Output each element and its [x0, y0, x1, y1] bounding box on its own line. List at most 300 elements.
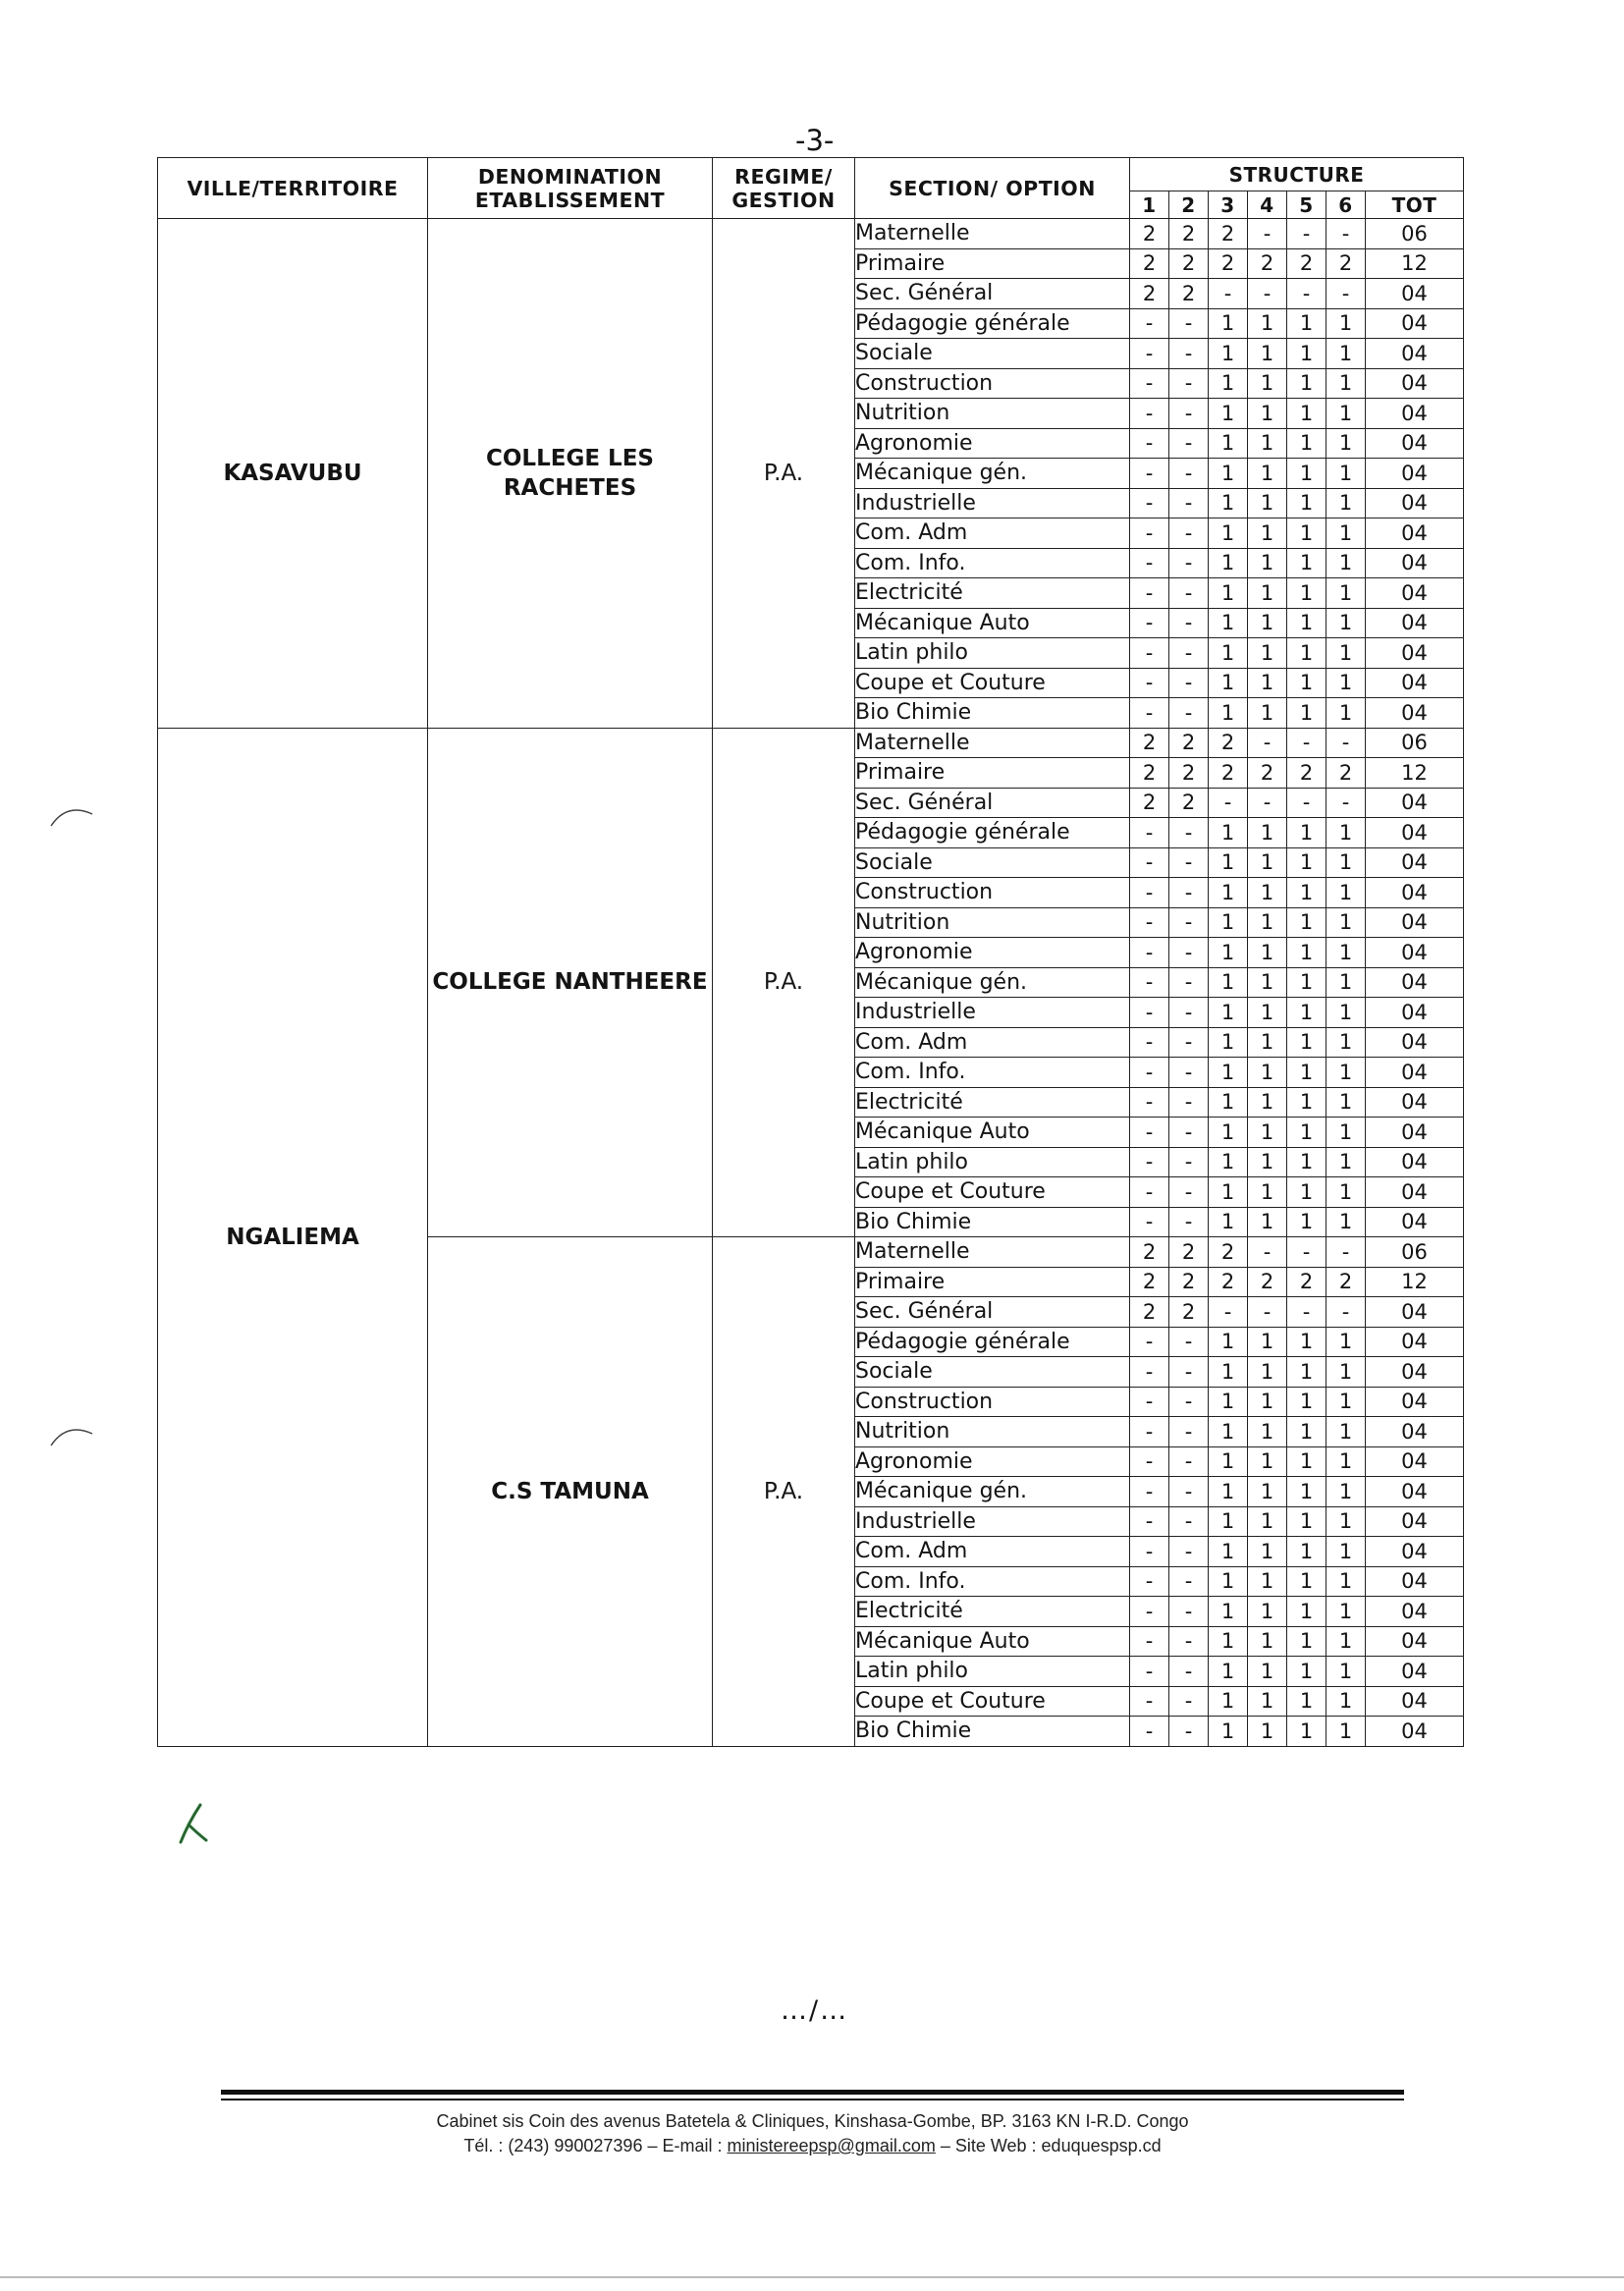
structure-value-cell: 1: [1287, 1597, 1326, 1627]
structure-value-cell: 2: [1209, 728, 1248, 758]
structure-value-cell: 1: [1209, 1357, 1248, 1388]
structure-value-cell: 1: [1209, 1506, 1248, 1537]
structure-value-cell: -: [1169, 1417, 1209, 1447]
structure-value-cell: 1: [1248, 399, 1287, 429]
structure-value-cell: 1: [1248, 938, 1287, 968]
section-option-cell: Sociale: [855, 339, 1130, 369]
section-option-cell: Industrielle: [855, 1506, 1130, 1537]
structure-value-cell: -: [1130, 1387, 1169, 1417]
structure-value-cell: -: [1130, 428, 1169, 459]
structure-value-cell: 1: [1209, 428, 1248, 459]
structure-value-cell: 2: [1248, 758, 1287, 789]
structure-value-cell: -: [1169, 518, 1209, 549]
structure-value-cell: 1: [1326, 578, 1366, 609]
structure-value-cell: -: [1130, 998, 1169, 1028]
structure-value-cell: 1: [1209, 1446, 1248, 1477]
structure-total-cell: 04: [1366, 1717, 1464, 1747]
structure-value-cell: -: [1287, 728, 1326, 758]
structure-total-cell: 04: [1366, 1417, 1464, 1447]
structure-value-cell: 1: [1248, 578, 1287, 609]
structure-value-cell: 2: [1209, 248, 1248, 279]
structure-total-cell: 04: [1366, 308, 1464, 339]
header-col-3: 3: [1209, 191, 1248, 219]
structure-value-cell: -: [1130, 847, 1169, 878]
structure-value-cell: 1: [1287, 1446, 1326, 1477]
structure-value-cell: -: [1248, 1297, 1287, 1328]
structure-value-cell: 1: [1287, 638, 1326, 669]
structure-value-cell: -: [1130, 698, 1169, 729]
footer-rule-thin: [221, 2099, 1404, 2100]
section-option-cell: Com. Adm: [855, 518, 1130, 549]
structure-value-cell: -: [1326, 788, 1366, 818]
structure-value-cell: 1: [1287, 1717, 1326, 1747]
structure-value-cell: -: [1130, 339, 1169, 369]
section-option-cell: Mécanique Auto: [855, 1626, 1130, 1657]
structure-value-cell: -: [1130, 1537, 1169, 1567]
structure-total-cell: 04: [1366, 1087, 1464, 1118]
structure-total-cell: 04: [1366, 638, 1464, 669]
structure-total-cell: 04: [1366, 938, 1464, 968]
section-option-cell: Maternelle: [855, 1237, 1130, 1268]
structure-value-cell: 1: [1248, 608, 1287, 638]
structure-value-cell: 1: [1287, 818, 1326, 848]
structure-value-cell: 1: [1248, 368, 1287, 399]
structure-value-cell: 1: [1248, 1387, 1287, 1417]
structure-value-cell: 1: [1326, 339, 1366, 369]
structure-total-cell: 04: [1366, 339, 1464, 369]
footer-contact: [221, 2136, 1404, 2156]
structure-value-cell: -: [1130, 1626, 1169, 1657]
structure-value-cell: 1: [1209, 1566, 1248, 1597]
structure-value-cell: -: [1169, 1058, 1209, 1088]
structure-value-cell: 1: [1248, 308, 1287, 339]
structure-value-cell: 1: [1248, 1087, 1287, 1118]
structure-value-cell: 1: [1287, 668, 1326, 698]
structure-value-cell: 1: [1326, 938, 1366, 968]
structure-value-cell: 1: [1209, 638, 1248, 669]
structure-value-cell: 2: [1130, 219, 1169, 249]
structure-value-cell: 1: [1248, 1357, 1287, 1388]
structure-value-cell: 1: [1287, 308, 1326, 339]
structure-value-cell: -: [1130, 1118, 1169, 1148]
scan-bottom-edge: [0, 2276, 1624, 2278]
section-option-cell: Industrielle: [855, 488, 1130, 518]
structure-value-cell: 1: [1287, 1387, 1326, 1417]
structure-value-cell: 1: [1248, 1626, 1287, 1657]
structure-value-cell: 1: [1248, 1537, 1287, 1567]
structure-value-cell: 1: [1326, 967, 1366, 998]
structure-value-cell: 2: [1169, 1297, 1209, 1328]
structure-value-cell: 1: [1326, 1027, 1366, 1058]
structure-value-cell: -: [1169, 1506, 1209, 1537]
structure-value-cell: 1: [1248, 339, 1287, 369]
section-option-cell: Com. Info.: [855, 548, 1130, 578]
structure-value-cell: -: [1130, 308, 1169, 339]
structure-value-cell: 1: [1209, 1537, 1248, 1567]
structure-value-cell: 1: [1248, 1177, 1287, 1208]
structure-value-cell: 1: [1248, 1686, 1287, 1717]
structure-value-cell: 1: [1209, 847, 1248, 878]
structure-value-cell: 1: [1248, 1327, 1287, 1357]
structure-value-cell: 1: [1287, 368, 1326, 399]
structure-total-cell: 04: [1366, 1058, 1464, 1088]
structure-total-cell: 04: [1366, 1357, 1464, 1388]
structure-value-cell: 1: [1248, 1417, 1287, 1447]
structure-value-cell: 1: [1209, 578, 1248, 609]
structure-value-cell: -: [1169, 907, 1209, 938]
structure-value-cell: -: [1169, 1446, 1209, 1477]
structure-value-cell: 1: [1209, 399, 1248, 429]
structure-value-cell: 1: [1209, 1597, 1248, 1627]
structure-value-cell: 1: [1326, 608, 1366, 638]
section-option-cell: Coupe et Couture: [855, 1686, 1130, 1717]
structure-total-cell: 04: [1366, 1327, 1464, 1357]
structure-value-cell: 2: [1130, 279, 1169, 309]
structure-value-cell: 1: [1287, 399, 1326, 429]
section-option-cell: Agronomie: [855, 938, 1130, 968]
structure-value-cell: 2: [1209, 1267, 1248, 1297]
structure-total-cell: 04: [1366, 1027, 1464, 1058]
table-row: [158, 219, 1464, 249]
structure-value-cell: -: [1287, 219, 1326, 249]
structure-value-cell: 1: [1287, 459, 1326, 489]
structure-value-cell: 1: [1287, 938, 1326, 968]
structure-total-cell: 04: [1366, 608, 1464, 638]
structure-total-cell: 04: [1366, 847, 1464, 878]
structure-value-cell: 2: [1169, 248, 1209, 279]
ville-cell: KASAVUBU: [158, 219, 428, 729]
structure-value-cell: 2: [1209, 758, 1248, 789]
structure-value-cell: 1: [1287, 1657, 1326, 1687]
structure-value-cell: 2: [1209, 1237, 1248, 1268]
section-option-cell: Mécanique Auto: [855, 608, 1130, 638]
structure-value-cell: 2: [1169, 219, 1209, 249]
header-col-5: 5: [1287, 191, 1326, 219]
structure-value-cell: 1: [1287, 1686, 1326, 1717]
structure-value-cell: -: [1326, 279, 1366, 309]
structure-value-cell: -: [1169, 967, 1209, 998]
structure-value-cell: 1: [1326, 1446, 1366, 1477]
structure-total-cell: 04: [1366, 1297, 1464, 1328]
section-option-cell: Primaire: [855, 758, 1130, 789]
structure-value-cell: 1: [1209, 1417, 1248, 1447]
header-col-1: 1: [1130, 191, 1169, 219]
structure-value-cell: -: [1130, 1087, 1169, 1118]
structure-total-cell: 04: [1366, 518, 1464, 549]
structure-value-cell: 1: [1326, 1058, 1366, 1088]
header-structure: STRUCTURE: [1130, 158, 1464, 191]
structure-value-cell: 2: [1209, 219, 1248, 249]
ville-cell: NGALIEMA: [158, 728, 428, 1746]
structure-value-cell: 1: [1248, 668, 1287, 698]
structure-value-cell: -: [1169, 1387, 1209, 1417]
structure-value-cell: -: [1326, 728, 1366, 758]
structure-value-cell: 1: [1209, 998, 1248, 1028]
structure-total-cell: 04: [1366, 788, 1464, 818]
structure-value-cell: -: [1130, 368, 1169, 399]
section-option-cell: Com. Adm: [855, 1537, 1130, 1567]
structure-value-cell: 1: [1326, 548, 1366, 578]
structure-value-cell: 1: [1326, 1566, 1366, 1597]
section-option-cell: Agronomie: [855, 428, 1130, 459]
structure-total-cell: 04: [1366, 578, 1464, 609]
structure-value-cell: -: [1169, 1327, 1209, 1357]
structure-value-cell: 1: [1209, 459, 1248, 489]
structure-total-cell: 04: [1366, 878, 1464, 908]
structure-value-cell: 1: [1248, 698, 1287, 729]
structure-value-cell: -: [1130, 1207, 1169, 1237]
structure-value-cell: 1: [1209, 1657, 1248, 1687]
section-option-cell: Mécanique gén.: [855, 967, 1130, 998]
structure-value-cell: -: [1169, 847, 1209, 878]
structure-value-cell: -: [1169, 998, 1209, 1028]
structure-value-cell: -: [1130, 818, 1169, 848]
structure-value-cell: 1: [1326, 459, 1366, 489]
structure-total-cell: 12: [1366, 758, 1464, 789]
structure-value-cell: 1: [1287, 1626, 1326, 1657]
structure-value-cell: -: [1130, 518, 1169, 549]
structure-total-cell: 04: [1366, 1387, 1464, 1417]
structure-value-cell: 1: [1326, 1717, 1366, 1747]
structure-value-cell: -: [1169, 1717, 1209, 1747]
structure-value-cell: 2: [1169, 1237, 1209, 1268]
structure-value-cell: -: [1169, 1357, 1209, 1388]
structure-value-cell: -: [1130, 459, 1169, 489]
structure-value-cell: 1: [1209, 668, 1248, 698]
structure-total-cell: 12: [1366, 248, 1464, 279]
structure-value-cell: -: [1248, 728, 1287, 758]
structure-value-cell: 2: [1326, 758, 1366, 789]
section-option-cell: Agronomie: [855, 1446, 1130, 1477]
structure-total-cell: 04: [1366, 459, 1464, 489]
structure-value-cell: 1: [1287, 1327, 1326, 1357]
school-name-cell: COLLEGE LES RACHETES: [428, 219, 713, 729]
structure-value-cell: -: [1248, 279, 1287, 309]
structure-total-cell: 06: [1366, 219, 1464, 249]
structure-value-cell: 1: [1287, 488, 1326, 518]
structure-value-cell: -: [1169, 1147, 1209, 1177]
section-option-cell: Coupe et Couture: [855, 1177, 1130, 1208]
structure-value-cell: 1: [1287, 1477, 1326, 1507]
structure-value-cell: 1: [1326, 818, 1366, 848]
structure-value-cell: -: [1130, 938, 1169, 968]
structure-value-cell: 1: [1209, 1118, 1248, 1148]
section-option-cell: Sec. Général: [855, 279, 1130, 309]
structure-value-cell: 1: [1287, 518, 1326, 549]
structure-value-cell: 1: [1326, 1686, 1366, 1717]
structure-total-cell: 04: [1366, 548, 1464, 578]
structure-value-cell: -: [1130, 488, 1169, 518]
structure-value-cell: -: [1169, 1686, 1209, 1717]
structure-value-cell: 1: [1326, 698, 1366, 729]
structure-total-cell: 04: [1366, 1566, 1464, 1597]
structure-value-cell: 1: [1287, 698, 1326, 729]
structure-value-cell: -: [1169, 548, 1209, 578]
structure-total-cell: 04: [1366, 967, 1464, 998]
structure-total-cell: 04: [1366, 1207, 1464, 1237]
structure-value-cell: 1: [1209, 1058, 1248, 1088]
section-option-cell: Com. Info.: [855, 1058, 1130, 1088]
structure-value-cell: -: [1169, 1477, 1209, 1507]
section-option-cell: Latin philo: [855, 1147, 1130, 1177]
structure-value-cell: 1: [1248, 1207, 1287, 1237]
structure-value-cell: 1: [1248, 1657, 1287, 1687]
structure-value-cell: 2: [1287, 758, 1326, 789]
section-option-cell: Construction: [855, 1387, 1130, 1417]
structure-value-cell: 1: [1248, 638, 1287, 669]
structure-value-cell: 2: [1130, 728, 1169, 758]
footer-phone: Tél. : (243) 990027396 – E-mail :: [463, 2136, 728, 2155]
structure-value-cell: 1: [1326, 847, 1366, 878]
footer-email-link[interactable]: ministereepsp@gmail.com: [727, 2136, 936, 2155]
structure-value-cell: -: [1169, 1626, 1209, 1657]
structure-value-cell: 1: [1209, 1686, 1248, 1717]
structure-value-cell: 1: [1248, 459, 1287, 489]
structure-value-cell: -: [1130, 578, 1169, 609]
structure-value-cell: 1: [1248, 847, 1287, 878]
structure-value-cell: 1: [1248, 907, 1287, 938]
structure-value-cell: -: [1130, 1446, 1169, 1477]
structure-value-cell: 1: [1248, 428, 1287, 459]
header-section: SECTION/ OPTION: [855, 158, 1130, 219]
section-option-cell: Nutrition: [855, 1417, 1130, 1447]
structure-total-cell: 04: [1366, 428, 1464, 459]
structure-value-cell: 1: [1326, 1506, 1366, 1537]
structure-value-cell: -: [1209, 788, 1248, 818]
structure-value-cell: 2: [1169, 279, 1209, 309]
structure-value-cell: 1: [1248, 1147, 1287, 1177]
structure-value-cell: -: [1130, 1147, 1169, 1177]
structure-value-cell: 2: [1248, 1267, 1287, 1297]
structure-value-cell: -: [1169, 368, 1209, 399]
section-option-cell: Sec. Général: [855, 1297, 1130, 1328]
structure-total-cell: 06: [1366, 728, 1464, 758]
structure-value-cell: 1: [1287, 1506, 1326, 1537]
structure-total-cell: 04: [1366, 368, 1464, 399]
structure-value-cell: 1: [1326, 518, 1366, 549]
structure-value-cell: 1: [1209, 1177, 1248, 1208]
structure-value-cell: -: [1169, 1087, 1209, 1118]
structure-value-cell: -: [1169, 698, 1209, 729]
structure-value-cell: 1: [1248, 488, 1287, 518]
structure-total-cell: 04: [1366, 1118, 1464, 1148]
structure-value-cell: 1: [1287, 878, 1326, 908]
structure-value-cell: 1: [1326, 1357, 1366, 1388]
structure-value-cell: 1: [1287, 608, 1326, 638]
structure-value-cell: 1: [1287, 1177, 1326, 1208]
structure-value-cell: 1: [1326, 1657, 1366, 1687]
structure-total-cell: 04: [1366, 399, 1464, 429]
school-name-cell: C.S TAMUNA: [428, 1237, 713, 1747]
section-option-cell: Primaire: [855, 1267, 1130, 1297]
structure-value-cell: -: [1169, 668, 1209, 698]
structure-value-cell: -: [1130, 399, 1169, 429]
structure-value-cell: 1: [1326, 1626, 1366, 1657]
structure-value-cell: 1: [1287, 1207, 1326, 1237]
structure-value-cell: 1: [1209, 1207, 1248, 1237]
footer-rule-thick: [221, 2090, 1404, 2095]
structure-value-cell: 1: [1209, 967, 1248, 998]
structure-total-cell: 04: [1366, 279, 1464, 309]
header-col-6: 6: [1326, 191, 1366, 219]
structure-value-cell: -: [1130, 1357, 1169, 1388]
section-option-cell: Construction: [855, 878, 1130, 908]
structure-value-cell: 1: [1209, 488, 1248, 518]
structure-value-cell: 1: [1326, 399, 1366, 429]
page-number: -3-: [795, 124, 835, 157]
structure-value-cell: -: [1248, 219, 1287, 249]
structure-total-cell: 04: [1366, 998, 1464, 1028]
structure-value-cell: 1: [1248, 1506, 1287, 1537]
structure-value-cell: 2: [1130, 1267, 1169, 1297]
structure-value-cell: -: [1169, 1027, 1209, 1058]
header-col-4: 4: [1248, 191, 1287, 219]
structure-value-cell: 1: [1326, 1537, 1366, 1567]
structure-value-cell: -: [1130, 1506, 1169, 1537]
section-option-cell: Nutrition: [855, 399, 1130, 429]
structure-value-cell: 1: [1248, 548, 1287, 578]
handwritten-check-mark: [175, 1799, 214, 1852]
structure-value-cell: 2: [1130, 1237, 1169, 1268]
section-option-cell: Pédagogie générale: [855, 308, 1130, 339]
structure-value-cell: 1: [1248, 1027, 1287, 1058]
structure-value-cell: 1: [1248, 1597, 1287, 1627]
structure-value-cell: 1: [1248, 1477, 1287, 1507]
header-col-2: 2: [1169, 191, 1209, 219]
structure-total-cell: 12: [1366, 1267, 1464, 1297]
structure-value-cell: -: [1287, 1237, 1326, 1268]
structure-value-cell: 2: [1130, 1297, 1169, 1328]
section-option-cell: Nutrition: [855, 907, 1130, 938]
structure-value-cell: -: [1326, 1297, 1366, 1328]
structure-value-cell: 1: [1209, 1027, 1248, 1058]
structure-value-cell: 1: [1209, 1387, 1248, 1417]
section-option-cell: Pédagogie générale: [855, 818, 1130, 848]
structure-value-cell: -: [1130, 638, 1169, 669]
structure-value-cell: 1: [1209, 608, 1248, 638]
structure-value-cell: 1: [1209, 1717, 1248, 1747]
section-option-cell: Latin philo: [855, 638, 1130, 669]
structure-value-cell: 2: [1130, 758, 1169, 789]
structure-value-cell: -: [1130, 1686, 1169, 1717]
structure-value-cell: -: [1169, 399, 1209, 429]
structure-value-cell: 1: [1209, 938, 1248, 968]
structure-value-cell: 1: [1209, 339, 1248, 369]
structure-value-cell: 1: [1287, 1147, 1326, 1177]
structure-total-cell: 04: [1366, 1597, 1464, 1627]
structure-value-cell: 1: [1287, 1357, 1326, 1388]
footer-website: – Site Web : eduquespsp.cd: [935, 2136, 1162, 2155]
structure-value-cell: 1: [1326, 1597, 1366, 1627]
structure-value-cell: 1: [1287, 578, 1326, 609]
structure-value-cell: -: [1169, 1597, 1209, 1627]
structure-value-cell: 1: [1209, 1087, 1248, 1118]
structure-value-cell: -: [1169, 1657, 1209, 1687]
structure-value-cell: -: [1130, 548, 1169, 578]
section-option-cell: Bio Chimie: [855, 1717, 1130, 1747]
structure-value-cell: -: [1130, 1058, 1169, 1088]
structure-value-cell: 2: [1169, 728, 1209, 758]
structure-value-cell: 1: [1287, 1118, 1326, 1148]
structure-value-cell: 1: [1326, 428, 1366, 459]
structure-total-cell: 04: [1366, 1506, 1464, 1537]
structure-value-cell: 2: [1169, 1267, 1209, 1297]
structure-value-cell: 1: [1326, 1327, 1366, 1357]
structure-value-cell: -: [1169, 339, 1209, 369]
table-row: [158, 728, 1464, 758]
structure-value-cell: -: [1169, 1207, 1209, 1237]
section-option-cell: Com. Info.: [855, 1566, 1130, 1597]
